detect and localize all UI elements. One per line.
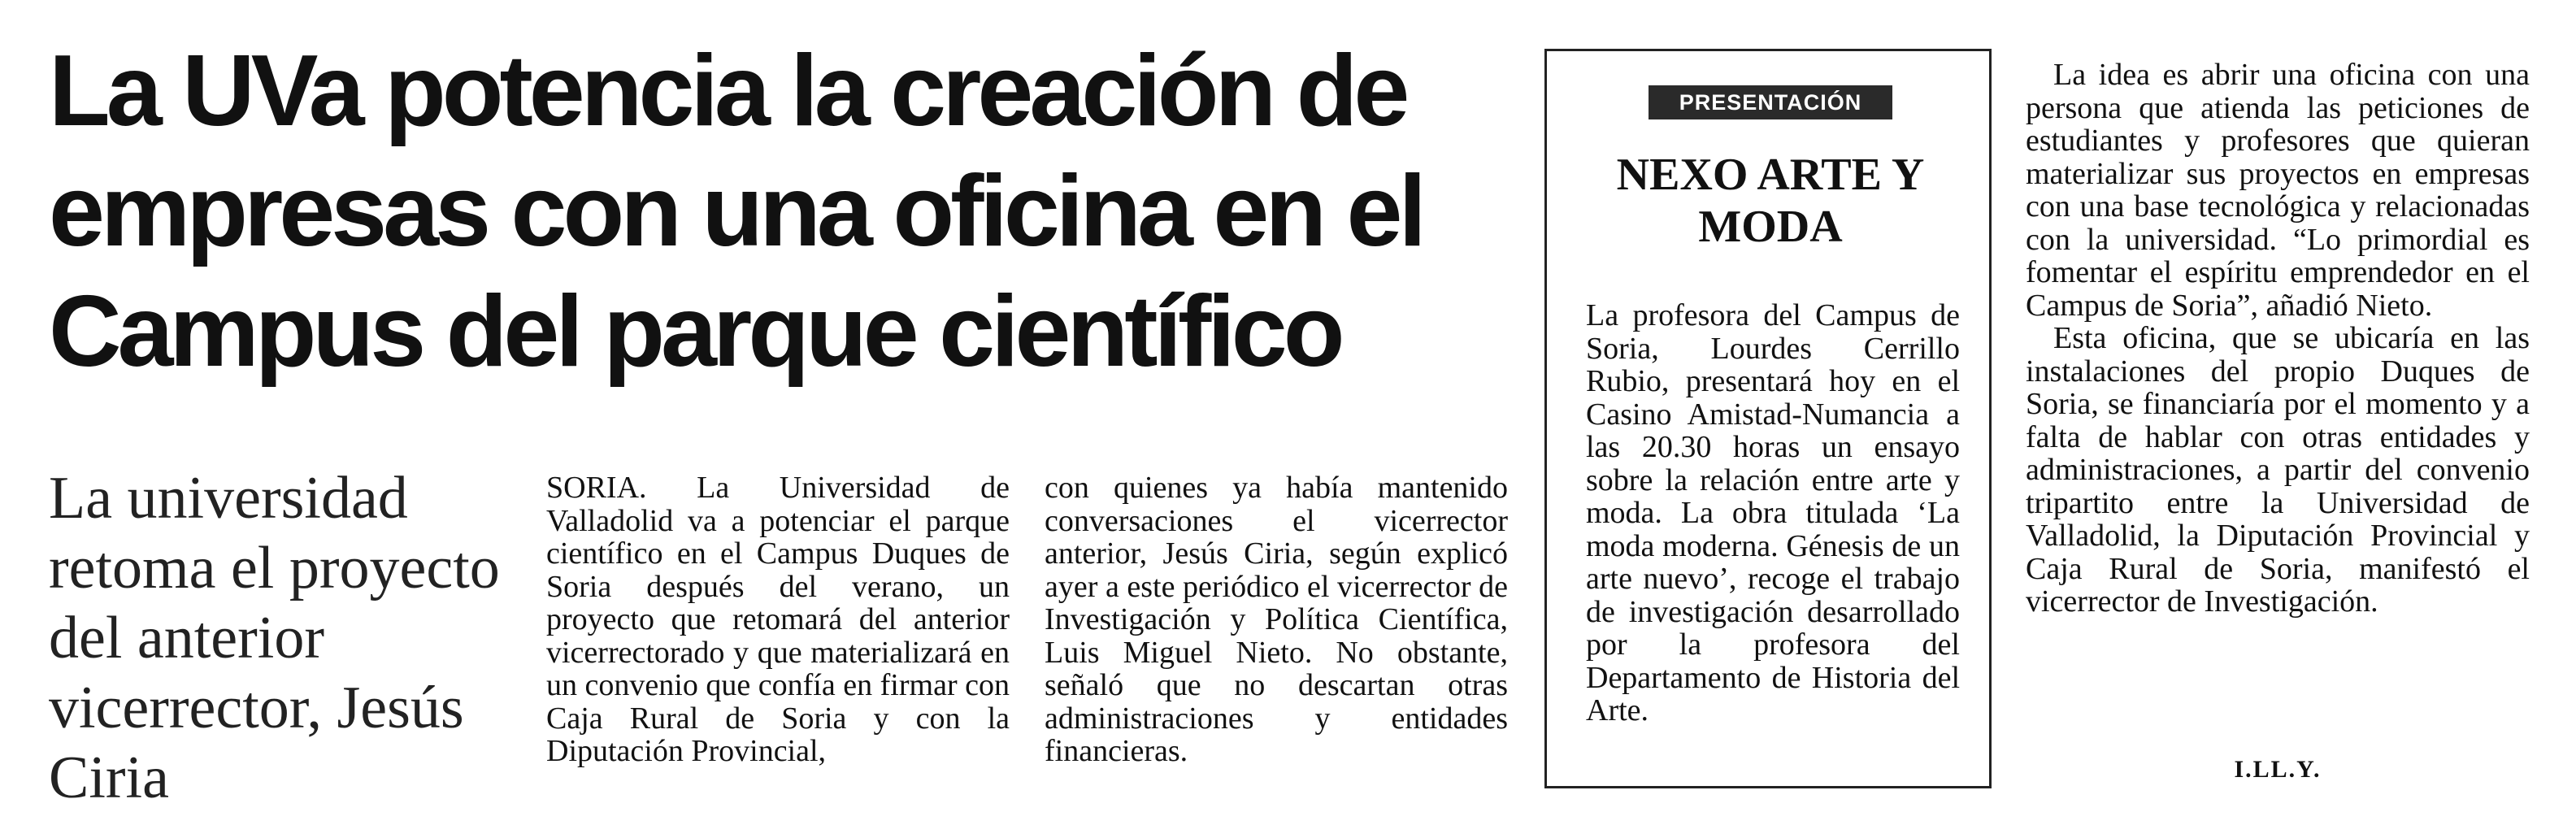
article-body-column-4: [2026, 59, 2530, 619]
sidebar-box: [1544, 49, 1992, 788]
section-badge: PRESENTACIÓN: [1649, 85, 1892, 119]
sidebar-title: NEXO ARTE Y MODA: [1616, 150, 1925, 252]
paragraph: Esta oficina, que se ubicaría en las instalaciones del propio Duques de Soria, se financiaría por el momento y a falta de hablar con otras entidades y administraciones, a partir del convenio tripartito entre la Universidad de Valladolid, la Diputación Provincial y Caja Rural de Soria, manifestó el vicerrector de Investigación.: [2026, 321, 2530, 619]
subheadline: La universidad retoma el proyecto del anterior vicerrector, Jesús Ciria: [49, 465, 500, 811]
author-signature: I.LL.Y.: [2234, 756, 2322, 783]
article-body-column-1: SORIA. La Universidad de Valladolid va a potenciar el parque científico en el Campus Duques de Soria después del verano, un proyecto que retomará del anterior vicerrectorado y que materializará en un convenio que confía en firmar con Caja Rural de Soria y con la Diputación Provincial,: [546, 471, 1010, 768]
paragraph: La idea es abrir una oficina con una persona que atienda las peticiones de estudiantes y profesores que quieran materializar sus proyectos en empresas con una base tecnológica y relacionadas con la universidad. “Lo primordial es fomentar el espíritu emprendedor en el Campus de Soria”, añadió Nieto.: [2026, 58, 2530, 323]
sidebar-body: La profesora del Campus de Soria, Lourdes Cerrillo Rubio, presentará hoy en el Casino Amistad-Numancia a las 20.30 horas un ensayo sobre la relación entre arte y moda. La obra titulada ‘La moda moderna. Génesis de un arte nuevo’, recoge el trabajo de investigación desarrollado por la profesora del Departamento de Historia del Arte.: [1586, 298, 1960, 727]
headline: La UVa potencia la creación de empresas con una oficina en el Campus del parque científico: [49, 35, 1423, 388]
article-body-column-2: con quienes ya había mantenido conversaciones el vicerrector anterior, Jesús Ciria, según explicó ayer a este periódico el vicerrector de Investigación y Política Científica, Luis Miguel Nieto. No obstante, señaló que no descartan otras administraciones y entidades financieras.: [1045, 471, 1508, 768]
